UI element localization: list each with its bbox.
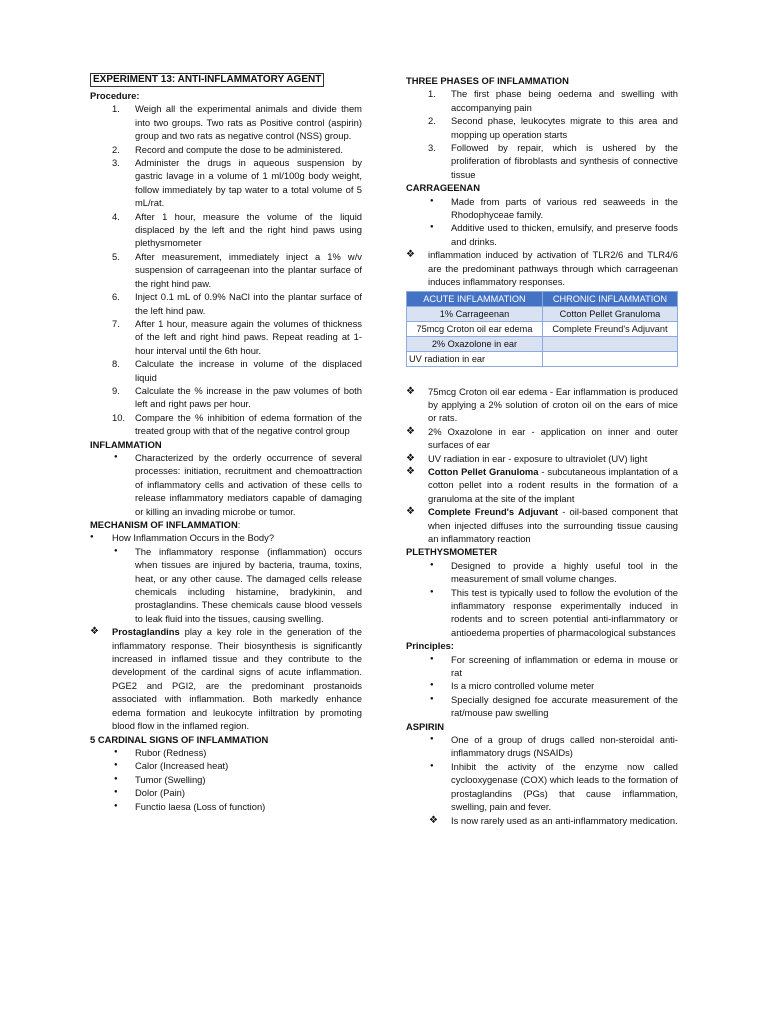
step-text: Administer the drugs in aqueous suspension by gastric lavage in a volume of 1 ml/100g body weight, follow immediately by tap water to a total volume of 5 mL/rat. [135, 157, 362, 209]
carrageenan-bullet: ● Additive used to thicken, emulsify, and preserve foods and drinks. [406, 221, 678, 248]
prostaglandins-note [90, 625, 362, 732]
step-number: 3. [112, 157, 120, 169]
cardinal-sign: ● Functio laesa (Loss of function) [90, 800, 362, 813]
table-cell: Complete Freund's Adjuvant [542, 321, 677, 336]
step-number: 8. [112, 358, 120, 370]
inflammation-bullet: ● Characterized by the orderly occurrence of several processes: initiation, recruitment and chemoattraction of inflammatory cells and activation of these cells to release inflammatory mediators capable of damaging or killing an invading microbe or tumor. [90, 451, 362, 518]
model-text: - oil-based component that when injected diffuses into the surrounding tissue causing an inflammatory reaction [428, 506, 678, 544]
model-text: UV radiation in ear - exposure to ultraviolet (UV) light [428, 452, 648, 464]
phase-text: Second phase, leukocytes migrate to this area and mopping up operation starts [451, 115, 678, 140]
step-number: 10. [112, 411, 126, 423]
procedure-step [90, 250, 362, 290]
model-term: Complete Freund's Adjuvant [428, 506, 559, 518]
step-number: 7. [112, 317, 120, 329]
table-cell [542, 336, 677, 351]
step-text: After measurement, immediately inject a 1% w/v suspension of carrageenan into the plantar surface of the right hind paw. [135, 250, 362, 289]
diamond-bullet-icon: ❖ [406, 425, 415, 437]
step-text: After 1 hour, measure the volume of the liquid displaced by the left and the right hind paws using plethysmometer [135, 210, 362, 249]
plethysmometer-bullet: ● This test is typically used to follow the evolution of the inflammatory response experimentally induced in rodents and to screen potential anti-inflammatory or antioedema properties of pharmacological substances [406, 586, 678, 640]
principle-item: ● Is a micro controlled volume meter [406, 679, 678, 692]
table-row [407, 336, 678, 351]
inflammation-heading: INFLAMMATION [90, 438, 162, 450]
table-row [407, 321, 678, 336]
table-cell: 75mcg Croton oil ear edema [407, 321, 543, 336]
procedure-step [90, 290, 362, 317]
cardinal-sign: ● Dolor (Pain) [90, 786, 362, 799]
right-column [406, 72, 678, 827]
diamond-bullet-icon: ❖ [429, 814, 438, 826]
phase-item [406, 141, 678, 181]
step-number: 6. [112, 291, 120, 303]
step-number: 5. [112, 250, 120, 262]
phase-number: 1. [428, 88, 436, 100]
model-text: 2% Oxazolone in ear - application on inner and outer surfaces of ear [428, 425, 678, 451]
plethysmometer-heading: PLETHYSMOMETER [406, 546, 498, 558]
table-cell: 2% Oxazolone in ear [407, 336, 543, 351]
aspirin-note [406, 814, 678, 827]
prostaglandins-term: Prostaglandins [112, 626, 180, 638]
step-text: Record and compute the dose to be administered. [135, 143, 343, 155]
mechanism-colon: : [237, 519, 241, 530]
phases-heading: THREE PHASES OF INFLAMMATION [406, 75, 569, 86]
phase-text: The first phase being oedema and swelling with accompanying pain [451, 88, 678, 113]
plethysmometer-bullet: ● Designed to provide a highly useful tool in the measurement of small volume changes. [406, 559, 678, 586]
procedure-step [90, 156, 362, 210]
table-cell: Cotton Pellet Granuloma [542, 306, 677, 321]
aspirin-heading: ASPIRIN [406, 720, 445, 732]
table-row [407, 351, 678, 366]
aspirin-bullet: ● Inhibit the activity of the enzyme now called cyclooxygenase (COX) which leads to the formation of prostaglandins (PGs) that cause inflammation, swelling, pain and fever. [406, 760, 678, 814]
principles-heading: Principles: [406, 640, 454, 652]
carrageenan-bullet: ● Made from parts of various red seaweeds in the Rhodophyceae family. [406, 195, 678, 222]
model-text: - subcutaneous implantation of a cotton pellet into a rodent results in the formation of a granuloma at the site of the implant [428, 465, 679, 504]
mechanism-heading-line [90, 518, 362, 531]
principle-item: ● For screening of inflammation or edema in mouse or rat [406, 653, 678, 680]
procedure-step [90, 411, 362, 438]
procedure-step [90, 384, 362, 411]
step-number: 2. [112, 143, 120, 155]
prostaglandins-text: play a key role in the generation of the inflammatory response. Their biosynthesis is significantly increased in inflamed tissue and they contribute to the development of the cardinal signs of acute inflammation. PGE2 and PGI2, are the predominant prostanoids associated with inflammation. Both markedly enhance edema formation and leukocyte infiltration by promoting blood flow in the inflamed region. [112, 626, 362, 732]
table-cell [542, 351, 677, 366]
diamond-bullet-icon: ❖ [406, 385, 415, 397]
model-note [406, 385, 678, 425]
step-text: Inject 0.1 mL of 0.9% NaCl into the plantar surface of the left hind paw. [135, 291, 362, 316]
procedure-list [90, 102, 362, 437]
table-header-chronic: CHRONIC INFLAMMATION [542, 291, 677, 306]
model-note [406, 425, 678, 452]
carrageenan-note [406, 248, 678, 288]
step-text: Compare the % inhibition of edema formation of the treated group with that of the negative control group [135, 411, 362, 437]
phase-text: Followed by repair, which is ushered by the proliferation of fibroblasts and synthesis of connective tissue [451, 142, 678, 180]
carrageenan-note-text: inflammation induced by activation of TLR2/6 and TLR4/6 are the predominant pathways through which carrageenan induces inflammatory responses. [428, 249, 678, 288]
page-title: EXPERIMENT 13: ANTI-INFLAMMATORY AGENT [90, 73, 324, 87]
cardinal-sign: ● Calor (Increased heat) [90, 759, 362, 772]
mechanism-heading: MECHANISM OF INFLAMMATION [90, 519, 238, 530]
phase-item [406, 87, 678, 114]
inflammation-models-table [406, 291, 678, 367]
procedure-step [90, 317, 362, 357]
model-note [406, 465, 678, 505]
model-note [406, 452, 678, 465]
cardinal-heading: 5 CARDINAL SIGNS OF INFLAMMATION [90, 733, 269, 745]
carrageenan-heading: CARRAGEENAN [406, 182, 480, 194]
mechanism-question: ● How Inflammation Occurs in the Body? [90, 531, 362, 544]
cardinal-sign: ● Rubor (Redness) [90, 746, 362, 759]
phase-number: 3. [428, 142, 436, 154]
procedure-heading: Procedure: [90, 90, 140, 101]
step-number: 1. [112, 103, 120, 115]
table-header-acute: ACUTE INFLAMMATION [407, 291, 543, 306]
phase-number: 2. [428, 115, 436, 127]
aspirin-bullet: ● One of a group of drugs called non-steroidal anti-inflammatory drugs (NSAIDs) [406, 733, 678, 760]
model-term: Cotton Pellet Granuloma [428, 465, 539, 477]
step-text: Calculate the increase in volume of the displaced liquid [135, 358, 362, 383]
procedure-step [90, 210, 362, 250]
phase-item [406, 114, 678, 141]
procedure-step [90, 143, 362, 156]
model-text: 75mcg Croton oil ear edema - Ear inflammation is produced by applying a 2% solution of croton oil on the ears of mice or rats. [428, 385, 678, 424]
diamond-bullet-icon: ❖ [406, 506, 415, 518]
step-number: 4. [112, 210, 120, 222]
diamond-bullet-icon: ❖ [90, 626, 99, 638]
model-note [406, 505, 678, 545]
left-column [90, 72, 362, 813]
diamond-bullet-icon: ❖ [406, 249, 415, 261]
cardinal-sign: ● Tumor (Swelling) [90, 773, 362, 786]
principle-item: ● Specially designed foe accurate measurement of the rat/mouse paw swelling [406, 693, 678, 720]
diamond-bullet-icon: ❖ [406, 452, 415, 464]
diamond-bullet-icon: ❖ [406, 465, 415, 477]
step-text: Calculate the % increase in the paw volumes of both left and right paws per hour. [135, 384, 362, 410]
table-row [407, 306, 678, 321]
table-cell: UV radiation in ear [407, 351, 543, 366]
aspirin-note-text: Is now rarely used as an anti-inflammatory medication. [451, 814, 678, 826]
step-text: Weigh all the experimental animals and divide them into two groups. Two rats as Positive control (aspirin) group and two rats as negative control (NSS) group. [135, 103, 362, 142]
mechanism-answer: ● The inflammatory response (inflammation) occurs when tissues are injured by bacteria, trauma, toxins, heat, or any other cause. The damaged cells release chemicals including histamine, bradykinin, and prostaglandins. These chemicals cause blood vessels to leak fluid into the tissues, causing swelling. [90, 545, 362, 625]
step-number: 9. [112, 384, 120, 396]
table-cell: 1% Carrageenan [407, 306, 543, 321]
step-text: After 1 hour, measure again the volumes of thickness of the left and right hind paws. Repeat reading at 1- hour interval until the 6th hour. [135, 317, 362, 356]
procedure-step [90, 102, 362, 142]
procedure-step [90, 357, 362, 384]
